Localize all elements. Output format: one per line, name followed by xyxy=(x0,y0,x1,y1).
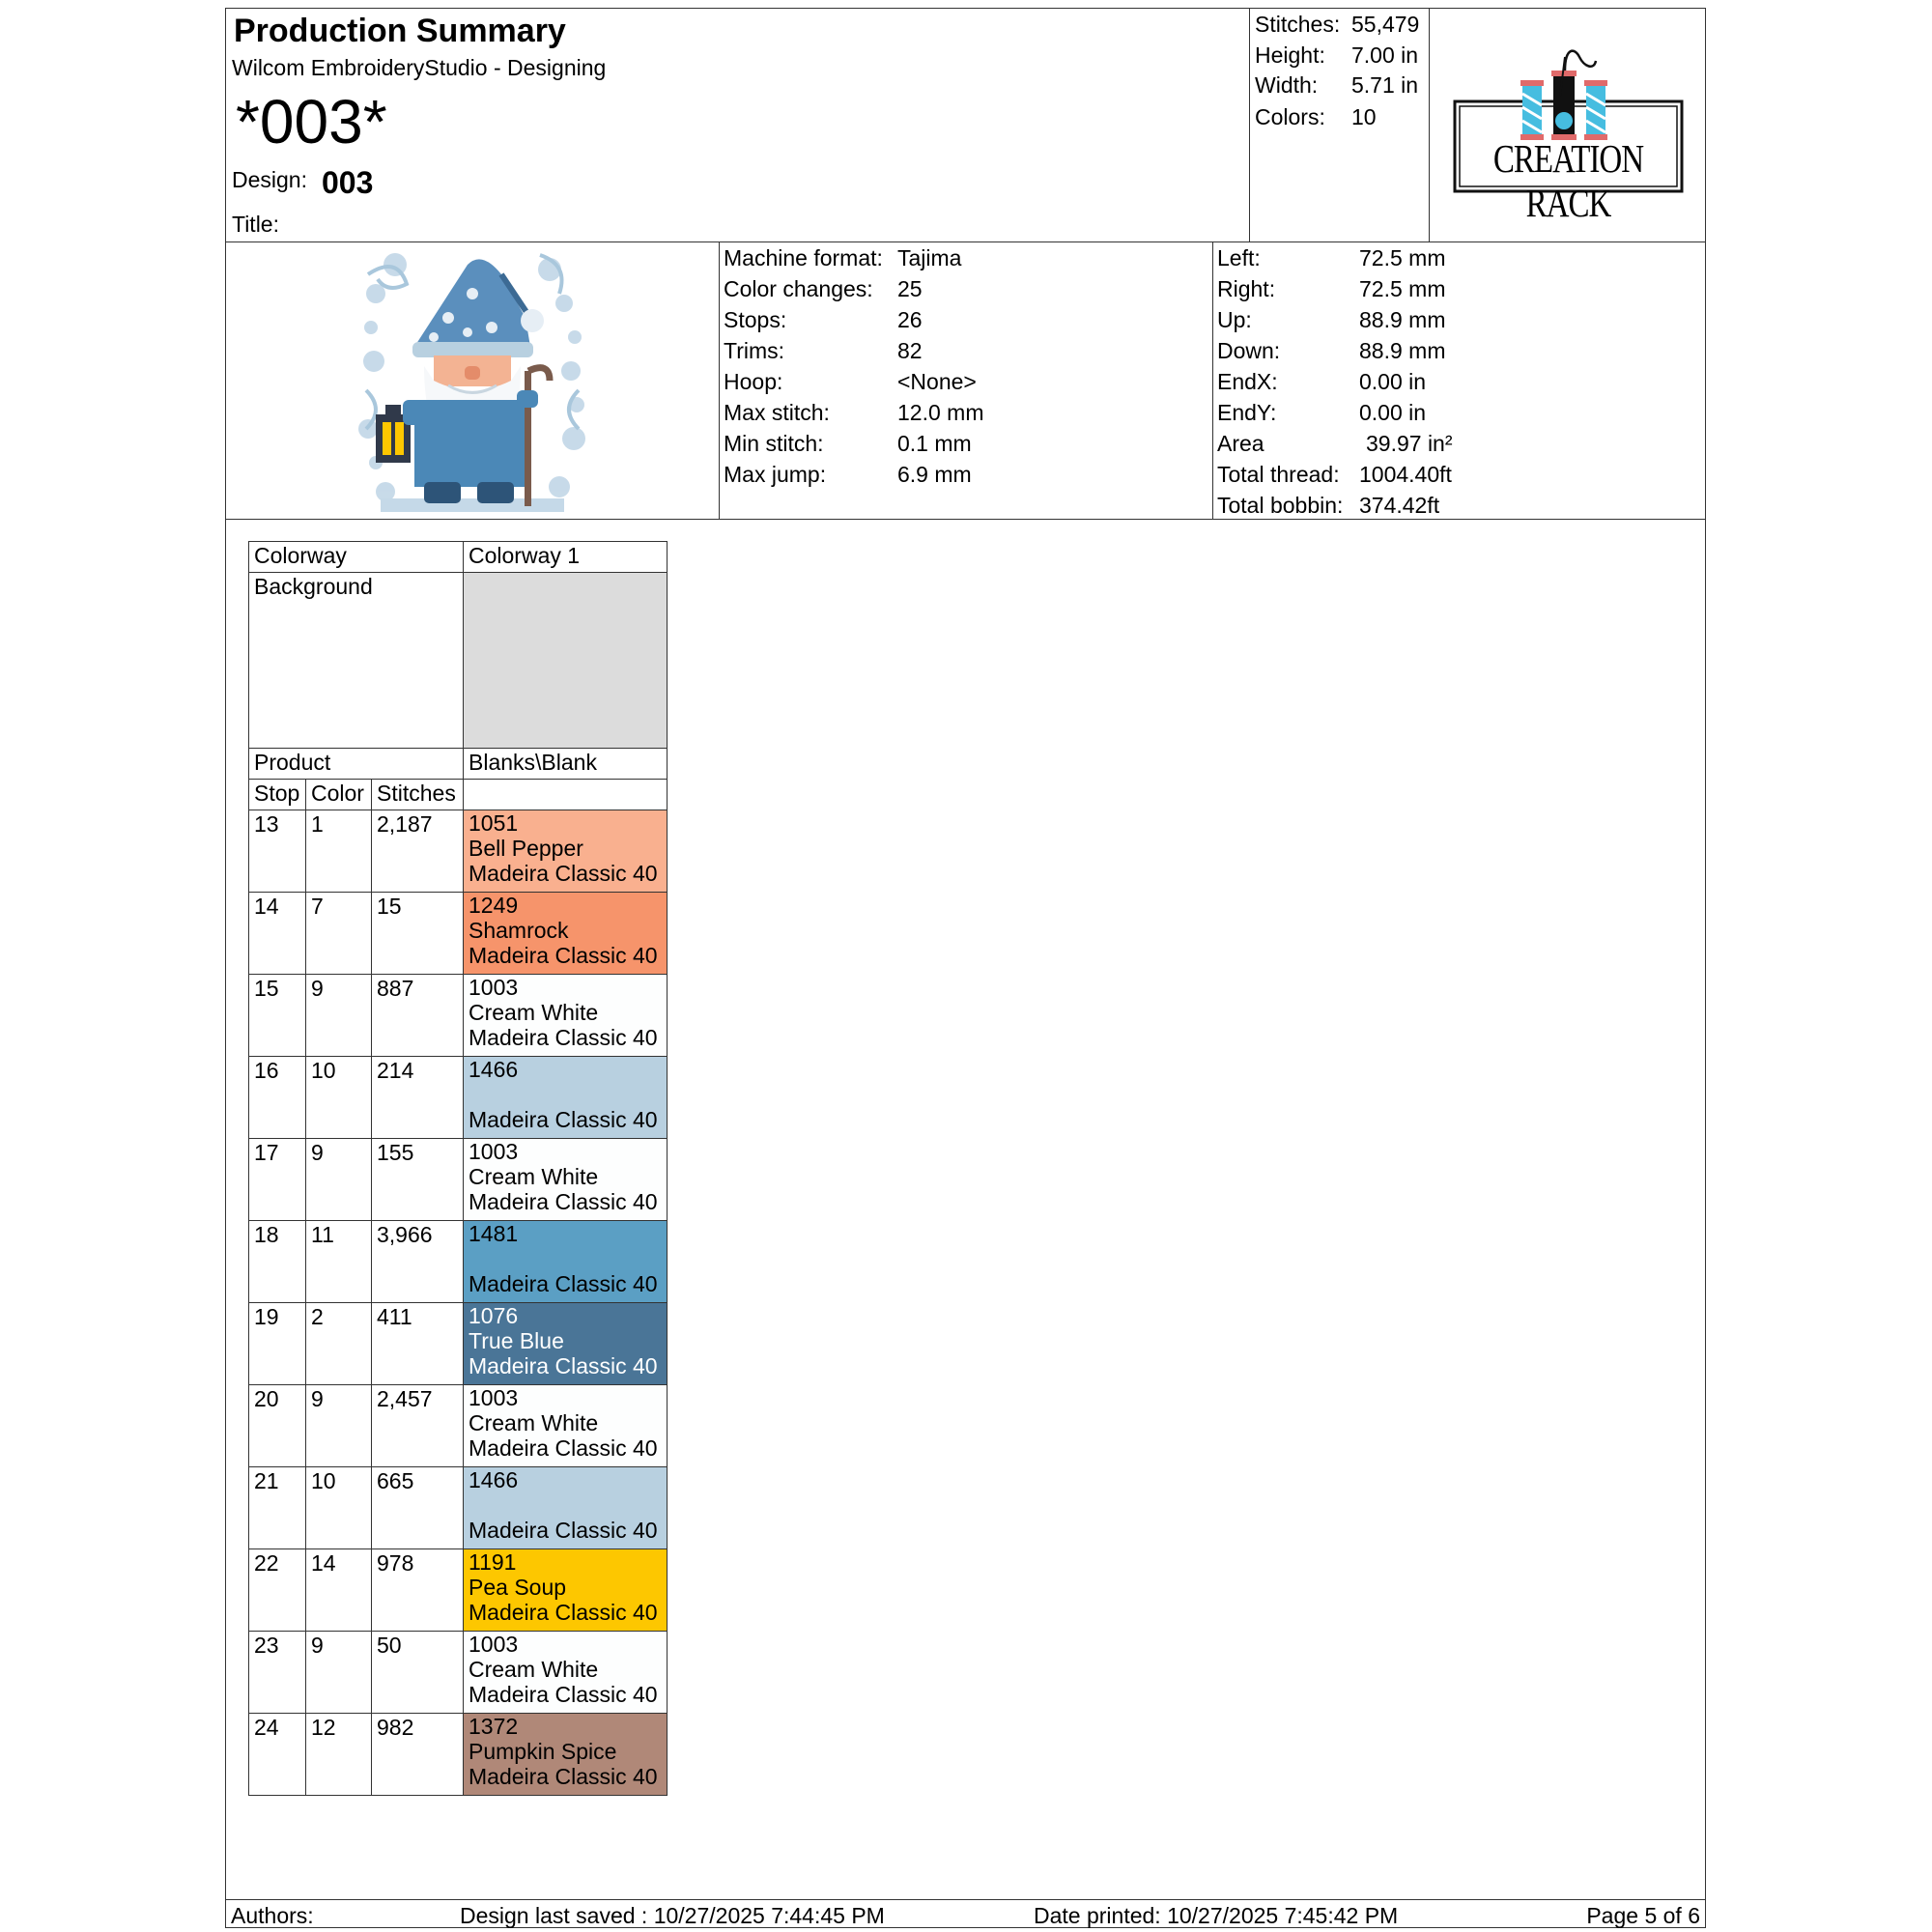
title-label: Title: xyxy=(232,212,279,237)
column-header-stop: Stop xyxy=(249,780,306,810)
color-cell: 1 xyxy=(306,810,372,893)
stitches-cell: 15 xyxy=(372,893,464,975)
thread-code: 1481 xyxy=(469,1221,519,1246)
thread-swatch xyxy=(464,810,668,893)
area-label: Area xyxy=(1217,431,1264,456)
colorway-row xyxy=(249,542,668,573)
height-value: 7.00 in xyxy=(1351,43,1419,68)
height-label: Height: xyxy=(1255,43,1325,68)
endy-value: 0.00 in xyxy=(1359,400,1427,425)
thread-name: Bell Pepper xyxy=(469,836,583,861)
area-value: 39.97 in² xyxy=(1366,431,1453,456)
endy-label: EndY: xyxy=(1217,400,1277,425)
stops-label: Stops: xyxy=(724,307,787,332)
stitches-cell: 665 xyxy=(372,1467,464,1549)
thread-brand: Madeira Classic 40 xyxy=(469,1764,658,1789)
design-value: 003 xyxy=(322,165,374,200)
total-thread-label: Total thread: xyxy=(1217,462,1340,487)
right-label: Right: xyxy=(1217,276,1276,301)
width-value: 5.71 in xyxy=(1351,72,1419,98)
down-value: 88.9 mm xyxy=(1359,338,1446,363)
table-row xyxy=(249,1467,668,1549)
stitches-cell: 2,457 xyxy=(372,1385,464,1467)
stop-cell: 24 xyxy=(249,1714,306,1796)
thread-name: Cream White xyxy=(469,1410,599,1435)
gnome-preview xyxy=(356,245,588,516)
thread-code: 1003 xyxy=(469,975,519,1000)
total-bobbin-label: Total bobbin: xyxy=(1217,493,1344,518)
machine-format-value: Tajima xyxy=(897,245,962,270)
table-row xyxy=(249,1549,668,1632)
thread-brand: Madeira Classic 40 xyxy=(469,1271,658,1296)
thread-swatch xyxy=(464,1057,668,1139)
table-row xyxy=(249,1303,668,1385)
page-title: Production Summary xyxy=(234,13,566,49)
min-stitch-label: Min stitch: xyxy=(724,431,824,456)
production-summary-page xyxy=(225,8,1706,1928)
thread-name: Pumpkin Spice xyxy=(469,1739,617,1764)
stop-cell: 23 xyxy=(249,1632,306,1714)
stop-cell: 19 xyxy=(249,1303,306,1385)
min-stitch-value: 0.1 mm xyxy=(897,431,972,456)
machine-format-label: Machine format: xyxy=(724,245,883,270)
thread-swatch xyxy=(464,975,668,1057)
color-cell: 2 xyxy=(306,1303,372,1385)
footer-authors: Authors: xyxy=(231,1903,314,1928)
thread-name: True Blue xyxy=(469,1328,564,1353)
background-swatch xyxy=(464,573,668,749)
thread-code: 1466 xyxy=(469,1467,519,1492)
divider xyxy=(1212,242,1213,519)
thread-swatch xyxy=(464,1221,668,1303)
thread-brand: Madeira Classic 40 xyxy=(469,943,658,968)
thread-brand: Madeira Classic 40 xyxy=(469,1353,658,1378)
stops-value: 26 xyxy=(897,307,923,332)
divider xyxy=(226,519,1705,520)
stop-cell: 17 xyxy=(249,1139,306,1221)
design-name-large: *003* xyxy=(236,87,387,156)
colorway-value: Colorway 1 xyxy=(464,542,668,573)
thread-swatch xyxy=(464,1385,668,1467)
product-row xyxy=(249,749,668,780)
thread-swatch xyxy=(464,1139,668,1221)
colors-value: 10 xyxy=(1351,104,1377,129)
table-row xyxy=(249,810,668,893)
design-preview-image xyxy=(356,245,588,516)
thread-name: Pea Soup xyxy=(469,1575,567,1600)
thread-code: 1003 xyxy=(469,1632,519,1657)
table-row xyxy=(249,1057,668,1139)
hoop-value: <None> xyxy=(897,369,977,394)
table-row xyxy=(249,1139,668,1221)
endx-value: 0.00 in xyxy=(1359,369,1427,394)
thread-brand: Madeira Classic 40 xyxy=(469,1435,658,1461)
thread-name: Shamrock xyxy=(469,918,569,943)
column-header-stitches: Stitches xyxy=(372,780,464,810)
left-label: Left: xyxy=(1217,245,1261,270)
color-sequence-table xyxy=(248,541,668,1796)
width-label: Width: xyxy=(1255,72,1319,98)
column-header-row xyxy=(249,780,668,810)
thread-swatch xyxy=(464,1549,668,1632)
total-bobbin-value: 374.42ft xyxy=(1359,493,1440,518)
max-jump-value: 6.9 mm xyxy=(897,462,972,487)
stop-cell: 15 xyxy=(249,975,306,1057)
stop-cell: 21 xyxy=(249,1467,306,1549)
thread-name xyxy=(469,1492,662,1518)
background-row xyxy=(249,573,668,749)
down-label: Down: xyxy=(1217,338,1281,363)
stitches-cell: 50 xyxy=(372,1632,464,1714)
thread-brand: Madeira Classic 40 xyxy=(469,1682,658,1707)
thread-code: 1003 xyxy=(469,1139,519,1164)
thread-code: 1076 xyxy=(469,1303,519,1328)
color-cell: 9 xyxy=(306,1385,372,1467)
thread-name xyxy=(469,1246,662,1271)
thread-code: 1249 xyxy=(469,893,519,918)
thread-code: 1003 xyxy=(469,1385,519,1410)
colorway-label: Colorway xyxy=(249,542,464,573)
product-value: Blanks\Blank xyxy=(464,749,668,780)
logo-text: CREATION RACK xyxy=(1492,137,1644,226)
stitches-cell: 978 xyxy=(372,1549,464,1632)
thread-code: 1372 xyxy=(469,1714,519,1739)
thread-swatch xyxy=(464,893,668,975)
footer-last-saved: Design last saved : 10/27/2025 7:44:45 PM xyxy=(460,1903,885,1928)
color-cell: 9 xyxy=(306,1139,372,1221)
table-row xyxy=(249,1714,668,1796)
thread-name xyxy=(469,1082,662,1107)
thread-code: 1191 xyxy=(469,1549,517,1575)
color-cell: 9 xyxy=(306,975,372,1057)
thread-swatch xyxy=(464,1632,668,1714)
page-footer xyxy=(226,1899,1705,1929)
thread-brand: Madeira Classic 40 xyxy=(469,1025,658,1050)
stitches-cell: 214 xyxy=(372,1057,464,1139)
thread-code: 1051 xyxy=(469,810,519,836)
table-row xyxy=(249,1632,668,1714)
thread-name: Cream White xyxy=(469,1657,599,1682)
color-cell: 9 xyxy=(306,1632,372,1714)
creation-rack-logo xyxy=(1430,9,1707,242)
thread-brand: Madeira Classic 40 xyxy=(469,861,658,886)
table-row xyxy=(249,893,668,975)
thread-swatch xyxy=(464,1303,668,1385)
color-cell: 12 xyxy=(306,1714,372,1796)
design-summary xyxy=(1250,9,1430,242)
column-header-color: Color xyxy=(306,780,372,810)
stitches-value: 55,479 xyxy=(1351,12,1420,37)
up-label: Up: xyxy=(1217,307,1252,332)
stitches-label: Stitches: xyxy=(1255,12,1341,37)
table-row xyxy=(249,1385,668,1467)
color-changes-label: Color changes: xyxy=(724,276,873,301)
thread-brand: Madeira Classic 40 xyxy=(469,1518,658,1543)
stop-cell: 13 xyxy=(249,810,306,893)
color-cell: 11 xyxy=(306,1221,372,1303)
thread-swatch xyxy=(464,1714,668,1796)
stop-cell: 16 xyxy=(249,1057,306,1139)
stop-cell: 18 xyxy=(249,1221,306,1303)
stop-cell: 14 xyxy=(249,893,306,975)
background-label: Background xyxy=(249,573,464,749)
design-label: Design: xyxy=(232,167,307,192)
header-info xyxy=(226,9,1250,242)
footer-date-printed: Date printed: 10/27/2025 7:45:42 PM xyxy=(1034,1903,1399,1928)
thread-name: Cream White xyxy=(469,1000,599,1025)
color-cell: 7 xyxy=(306,893,372,975)
trims-label: Trims: xyxy=(724,338,785,363)
stitches-cell: 411 xyxy=(372,1303,464,1385)
stitches-cell: 982 xyxy=(372,1714,464,1796)
color-cell: 10 xyxy=(306,1057,372,1139)
stitches-cell: 3,966 xyxy=(372,1221,464,1303)
color-cell: 10 xyxy=(306,1467,372,1549)
colors-label: Colors: xyxy=(1255,104,1325,129)
table-row xyxy=(249,975,668,1057)
app-name: Wilcom EmbroideryStudio - Designing xyxy=(232,55,607,80)
stop-cell: 20 xyxy=(249,1385,306,1467)
thread-brand: Madeira Classic 40 xyxy=(469,1600,658,1625)
stitches-cell: 887 xyxy=(372,975,464,1057)
hoop-label: Hoop: xyxy=(724,369,783,394)
footer-page-number: Page 5 of 6 xyxy=(1586,1903,1700,1928)
trims-value: 82 xyxy=(897,338,923,363)
right-value: 72.5 mm xyxy=(1359,276,1446,301)
thread-swatch xyxy=(464,1467,668,1549)
thread-brand: Madeira Classic 40 xyxy=(469,1107,658,1132)
divider xyxy=(719,242,720,519)
max-stitch-label: Max stitch: xyxy=(724,400,830,425)
stitches-cell: 2,187 xyxy=(372,810,464,893)
max-jump-label: Max jump: xyxy=(724,462,827,487)
total-thread-value: 1004.40ft xyxy=(1359,462,1452,487)
max-stitch-value: 12.0 mm xyxy=(897,400,984,425)
endx-label: EndX: xyxy=(1217,369,1278,394)
table-row xyxy=(249,1221,668,1303)
thread-name: Cream White xyxy=(469,1164,599,1189)
stitches-cell: 155 xyxy=(372,1139,464,1221)
up-value: 88.9 mm xyxy=(1359,307,1446,332)
color-cell: 14 xyxy=(306,1549,372,1632)
color-changes-value: 25 xyxy=(897,276,923,301)
stop-cell: 22 xyxy=(249,1549,306,1632)
thread-code: 1466 xyxy=(469,1057,519,1082)
product-label: Product xyxy=(249,749,464,780)
thread-brand: Madeira Classic 40 xyxy=(469,1189,658,1214)
left-value: 72.5 mm xyxy=(1359,245,1446,270)
column-header-thread xyxy=(464,780,668,810)
